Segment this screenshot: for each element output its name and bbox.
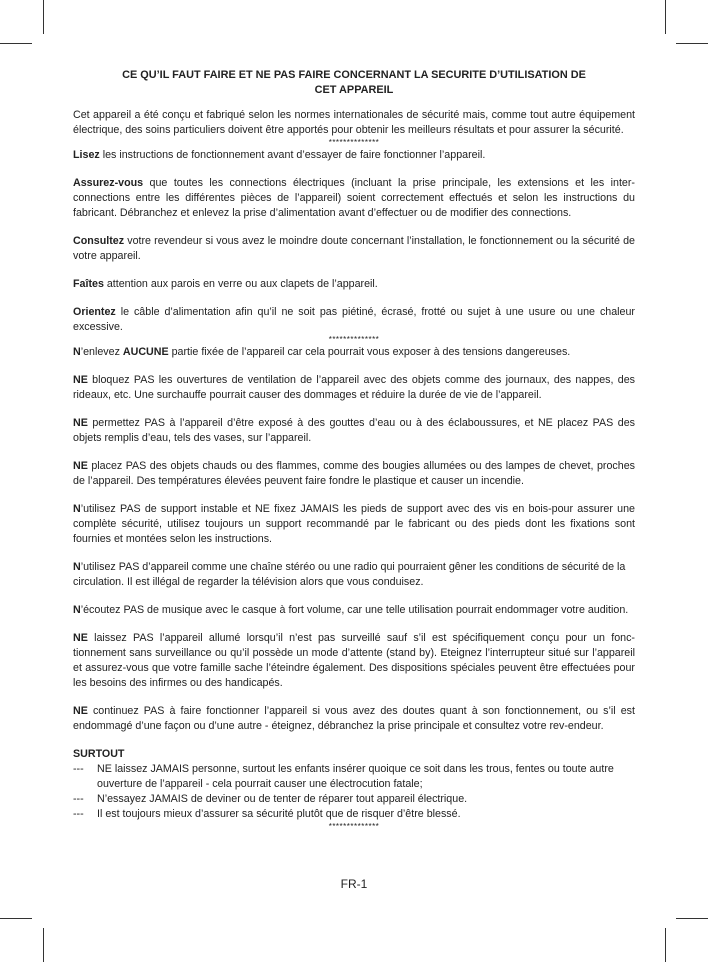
warning-paragraph: NE placez PAS des objets chauds ou des flammes, comme des bougies allumées ou des lampes de chevet, proches de l’appareil. Des températures élevées peuvent faire fondre le plastique et causer un incendie. xyxy=(73,460,635,487)
list-item: --- NE laissez JAMAIS personne, surtout les enfants insérer quoique ce soit dans les trous, fentes ou toute autre ouverture de l’appareil - cela pourrait causer une électrocution fatale; xyxy=(73,763,614,790)
separator: ************** xyxy=(328,335,380,344)
list-item: --- Il est toujours mieux d’assurer sa sécurité plutôt que de risquer d’être blessé. xyxy=(73,808,461,820)
warning-paragraph: N’utilisez PAS de support instable et NE fixez JAMAIS les pieds de support avec des vis en bois-pour assurer une complète sécurité, utilisez toujours un support recommandé par le fabricant ou des pieds dont les fixations sont fournies et montées selon les instructions. xyxy=(73,503,635,545)
warning-paragraph: N’enlevez AUCUNE partie fixée de l’appareil car cela pourrait vous exposer à des tensions dangereuses. xyxy=(73,346,571,358)
crop-mark xyxy=(665,0,666,34)
separator: ************** xyxy=(328,822,380,831)
list-item: --- N’essayez JAMAIS de deviner ou de tenter de réparer tout appareil électrique. xyxy=(73,793,468,805)
instruction-paragraph: Consultez votre revendeur si vous avez le moindre doute concernant l’installation, le fonctionnement ou la sécurité de votre appareil. xyxy=(73,235,635,262)
instruction-paragraph: Lisez les instructions de fonctionnement avant d’essayer de faire fonctionner l’appareil. xyxy=(73,149,486,161)
warning-paragraph: NE laissez PAS l’appareil allumé lorsqu’il n’est pas surveillé sauf s’il est spécifiquement conçu pour un fonc-tionnement sans surveillance ou qu’il possède un mode d’attente (stand by). Eteignez l’interrupteur situé sur l’appareil et assurez-vous que votre famille sache l’éteindre également. Des dispositions spéciales peuvent être effectuées pour les besoins des infirmes ou des handicapés. xyxy=(73,632,635,689)
title-line-1: CE QU’IL FAUT FAIRE ET NE PAS FAIRE CONCERNANT LA SECURITE D’UTILISATION DE xyxy=(122,69,586,81)
instruction-paragraph: Assurez-vous que toutes les connections électriques (incluant la prise principale, les extensions et les inter-connections entre les différentes pièces de l’appareil) soient correctement effectués et selon les instructions du fabricant. Débranchez et enlevez la prise d’alimentation avant d’effectuer ou de modifier des connections. xyxy=(73,177,635,219)
crop-mark xyxy=(676,43,708,44)
crop-mark xyxy=(43,0,44,34)
separator: ************** xyxy=(328,138,380,147)
crop-mark xyxy=(0,43,32,44)
warning-paragraph: N’écoutez PAS de musique avec le casque à fort volume, car une telle utilisation pourrait endommager votre audition. xyxy=(73,604,629,616)
instruction-paragraph: Orientez le câble d’alimentation afin qu’il ne soit pas piétiné, écrasé, frotté ou sujet à une usure ou une chaleur excessive. xyxy=(73,306,635,333)
title-line-2: CET APPAREIL xyxy=(314,84,394,96)
crop-mark xyxy=(676,918,708,919)
warning-paragraph: NE permettez PAS à l’appareil d’être exposé à des gouttes d’eau ou à des éclaboussures, et NE placez PAS des objets remplis d’eau, tels des vases, sur l’appareil. xyxy=(73,417,635,444)
document-title xyxy=(73,68,635,98)
document-page xyxy=(73,68,635,832)
warning-paragraph: NE continuez PAS à faire fonctionner l’appareil si vous avez des doutes quant à son fonctionnement, ou s’il est endommagé d’une façon ou d’une autre - éteignez, débranchez la prise principale et consultez votre rev-endeur. xyxy=(73,705,635,732)
surtout-list xyxy=(73,762,635,822)
intro-paragraph: Cet appareil a été conçu et fabriqué selon les normes internationales de sécurité mais, comme tout autre équipement électrique, des soins particuliers doivent être apportés pour obtenir les meilleurs résultats et pour assurer la sécurité. xyxy=(73,109,635,136)
crop-mark xyxy=(665,928,666,962)
warning-paragraph: NE bloquez PAS les ouvertures de ventilation de l’appareil avec des objets comme des journaux, des nappes, des rideaux, etc. Une surchauffe pourrait causer des dommages et réduire la durée de vie de l’appareil. xyxy=(73,374,635,401)
surtout-heading: SURTOUT xyxy=(73,748,125,760)
crop-mark xyxy=(0,918,32,919)
page-number: FR-1 xyxy=(340,877,368,891)
warning-paragraph: N’utilisez PAS d’appareil comme une chaîne stéréo ou une radio qui pourraient gêner les conditions de sécurité de la circulation. Il est illégal de regarder la télévision alors que vous conduisez. xyxy=(73,561,626,588)
instruction-paragraph: Faîtes attention aux parois en verre ou aux clapets de l’appareil. xyxy=(73,278,378,290)
crop-mark xyxy=(43,928,44,962)
